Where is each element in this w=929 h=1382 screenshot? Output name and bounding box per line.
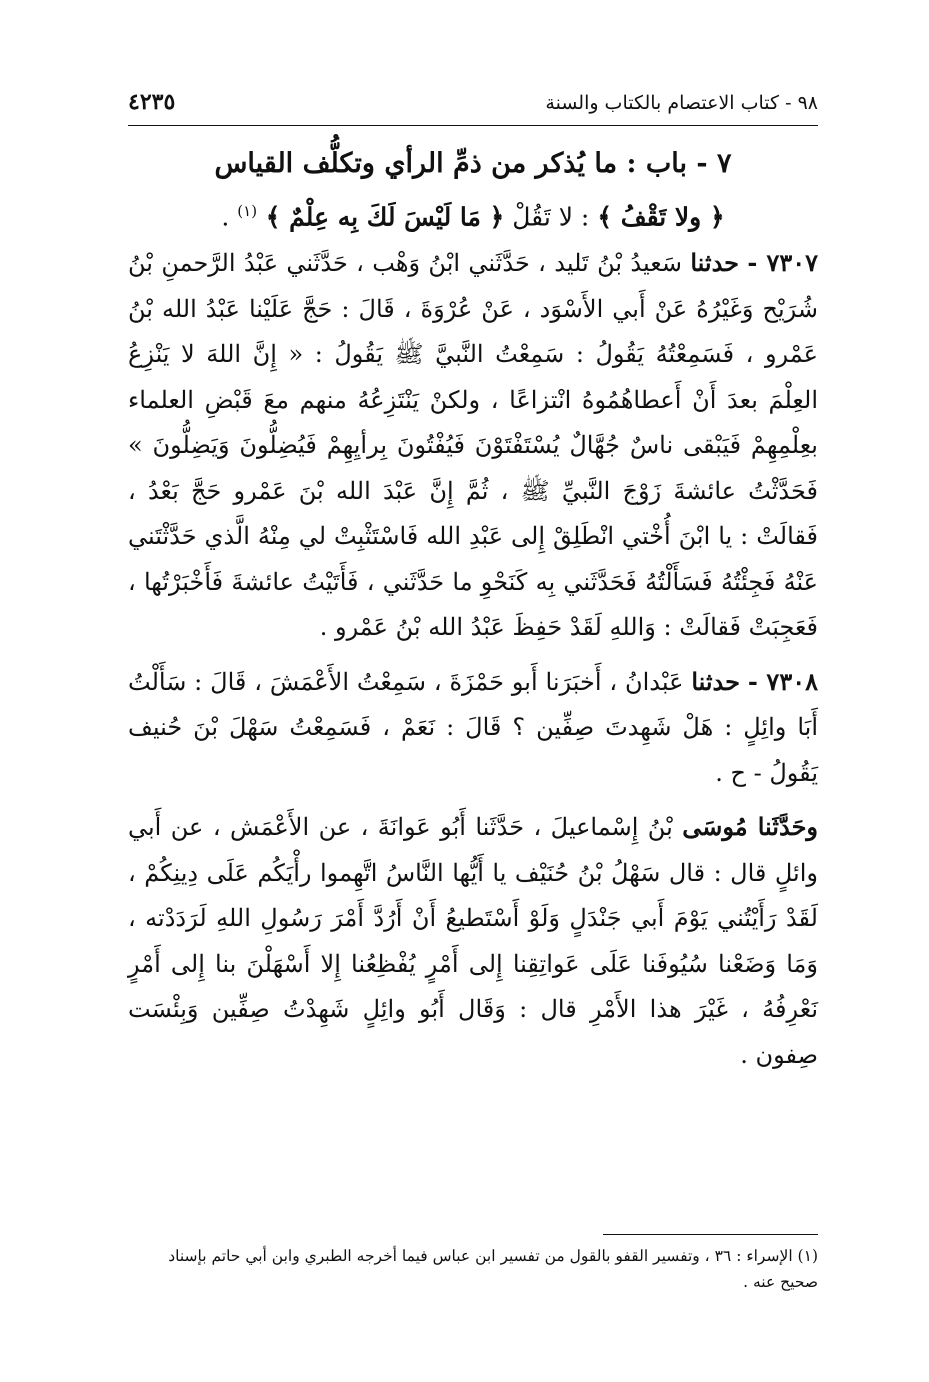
hadith-text: عَبْدانُ ، أَخبَرَنا أَبو حَمْزَةَ ، سَمِعْتُ الأَعْمَشَ ، قَالَ : سَأَلْتُ أَبَا وائِلٍ : هَلْ شَهِدتَ صِفِّين ؟ قَالَ : نَعَمْ ، فَسَمِعْتُ سَهْلَ بْنَ حُنيف يَقُولُ - ح . [128,667,818,787]
quran-gloss: : لا تَقُلْ [504,202,598,232]
quran-verse-1: ولا تَقْفُ [620,202,702,232]
hadith-number: ٧٣٠٨ - [747,666,818,696]
running-head-chapter: ٩٨ - كتاب الاعتصام بالكتاب والسنة [545,92,818,114]
quran-close-bracket-2: ﴾ [265,202,281,232]
chapter-title: ٧ - باب : ما يُذكر من ذمِّ الرأي وتكلُّف القياس [214,148,732,179]
hadith-paragraph [128,804,818,1078]
quran-open-bracket: ﴿ [709,202,725,232]
quran-citation [128,188,818,240]
running-head [128,86,818,126]
hadith-lead: حدثنا [690,248,739,278]
hadith-paragraph [128,240,818,651]
quran-verse-2: مَا لَيْسَ لَكَ بِه عِلْمٌ [289,202,481,232]
hadith-paragraph [128,659,818,797]
footnote-reference: (١) [237,202,258,220]
footnote-divider [603,1234,818,1235]
quran-end: . [221,202,238,232]
page-number: ٤٢٣٥ [128,89,176,115]
hadith-number: ٧٣٠٧ - [747,248,818,278]
hadith-lead: وحَدَّثَنا مُوسَى [682,812,818,842]
footnotes [128,1234,818,1295]
hadith-lead: حدثنا [691,666,740,696]
quran-open-bracket-2: ﴿ [489,202,505,232]
quran-close-bracket: ﴾ [597,202,612,232]
footnote: (١) الإسراء : ٣٦ ، وتفسير القفو بالقول من تفسير ابن عباس فيما أخرجه الطبري وابن أبي حاتم بإسناد صحيح عنه . [168,1247,818,1291]
hadith-text: سَعيدُ بْنُ تَليد ، حَدَّثَني ابْنُ وَهْب ، حَدَّثَني عَبْدُ الرَّحمنِ بْنُ شُرَيْح وَغَيْرُهُ عَنْ أَبي الأَسْوَد ، عَنْ عُرْوَةَ ، قَالَ : حَجَّ عَلَيْنا عَبْدُ الله بْنُ عَمْرو ، فَسَمِعْتُهُ يَقُولُ : سَمِعْتُ النَّبيَّ ﷺ يَقُولُ : « إِنَّ اللهَ لا يَنْزِعُ العِلْمَ بعدَ أَنْ أَعطاهُمُوهُ انْتزاعًا ، ولكنْ يَنْتَزِعُهُ منهم معَ قَبْضِ العلماء بعِلْمِهِمْ فَيَبْقى ناسٌ جُهَّالٌ يُسْتَفْتَوْنَ فَيُفْتُونَ بِرأيِهِمْ فَيُضِلُّونَ وَيَضِلُّونَ » فَحَدَّثْتُ عائشةَ زَوْجَ النَّبيِّ ﷺ ، ثُمَّ إِنَّ عَبْدَ الله بْنَ عَمْرو حَجَّ بَعْدُ ، فَقالَتْ : يا ابْنَ أُخْتي انْطَلِقْ إِلى عَبْدِ الله فَاسْتَثْبِتْ لي مِنْهُ الَّذي حَدَّثْتَني عَنْهُ فَجِئْتُهُ فَسَأَلْتُهُ فَحَدَّثَني بِه كَنَحْوِ ما حَدَّثَني ، فَأَتَيْتُ عائشةَ فَأَخْبَرْتُها ، فَعَجِبَتْ فَقالَتْ : وَاللهِ لَقَدْ حَفِظَ عَبْدُ الله بْنُ عَمْرو . [128,249,818,642]
book-page [128,86,818,1078]
hadith-text: بْنُ إِسْماعيلَ ، حَدَّثَنا أَبُو عَوانَةَ ، عن الأَعْمَش ، عن أَبي وائلٍ قال : قال سَهْلُ بْنُ حُنَيْف يا أَيُّها النَّاسُ اتَّهِموا رأْيَكُم عَلَى دِينِكُمْ ، لَقَدْ رَأَيْتُني يَوْمَ أَبي جَنْدَلٍ وَلَوْ أَسْتَطيعُ أَنْ أَرُدَّ أَمْرَ رَسُولِ اللهِ لَرَدَدْته ، وَمَا وَضَعْنا سُيُوفَنا عَلَى عَواتِقِنا إِلى أَمْرٍ يُفْظِعُنا إِلا أَسْهَلْنَ بنا إِلى أَمْرٍ نَعْرِفُهُ ، غَيْرَ هذا الأَمْرِ قال : وَقَال أَبُو وائِلٍ شَهِدْتُ صِفِّين وَبِئْسَت صِفون . [128,813,818,1069]
